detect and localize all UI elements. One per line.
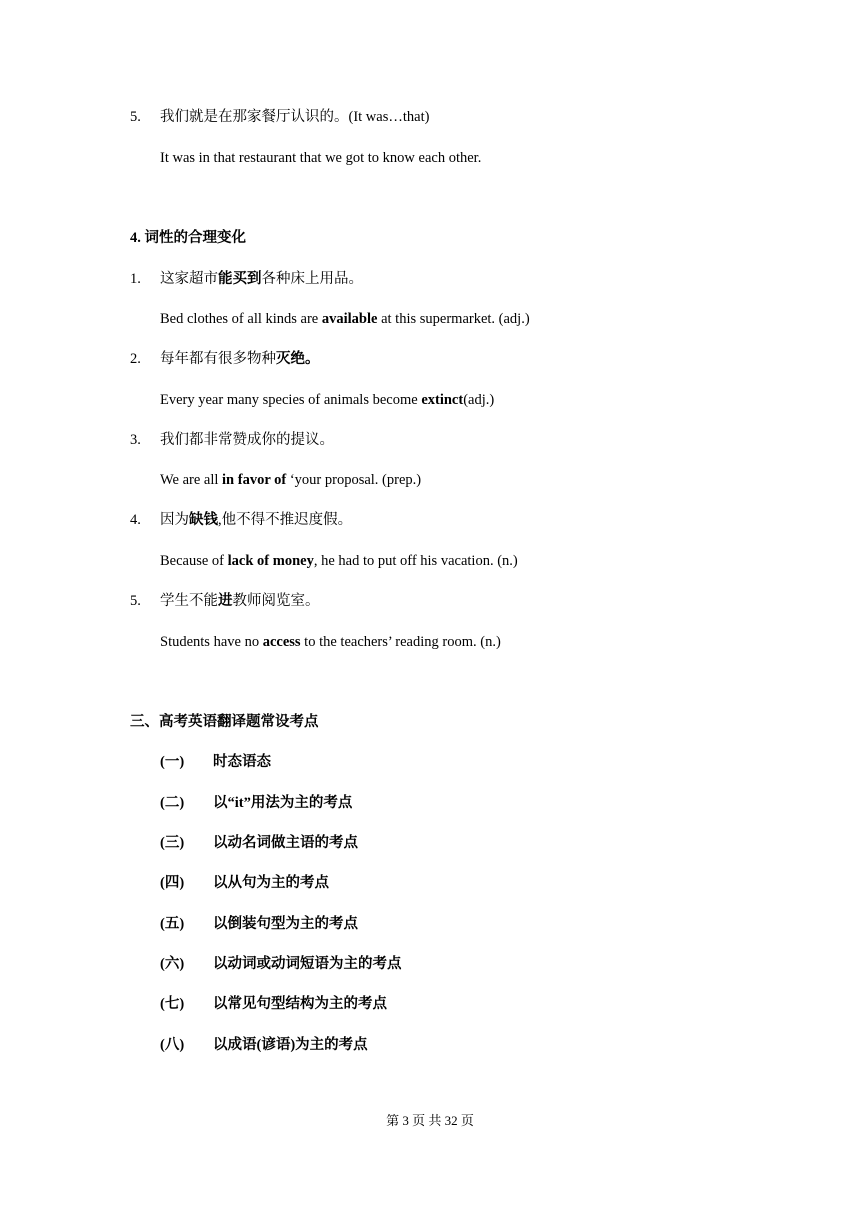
subsection-label: 以常见句型结构为主的考点	[213, 996, 387, 1012]
subsection-label: 以倒装句型为主的考点	[213, 916, 358, 932]
item-chinese: 学生不能进教师阅览室。	[160, 593, 320, 609]
subsection-number: (四)	[160, 875, 185, 891]
item-number: 1.	[130, 271, 141, 287]
subsection-label: 时态语态	[213, 754, 271, 770]
item-number: 3.	[130, 432, 141, 448]
item-number: 5.	[130, 593, 141, 609]
subsection-label: 以动词或动词短语为主的考点	[213, 956, 402, 972]
item-english: Bed clothes of all kinds are available at this supermarket. (adj.)	[160, 311, 530, 327]
subsection-number: (二)	[160, 795, 185, 811]
item-english: We are all in favor of ‘your proposal. (prep.)	[160, 472, 422, 488]
item-english: It was in that restaurant that we got to know each other.	[160, 150, 482, 166]
subsection-label: 以“it”用法为主的考点	[213, 795, 353, 811]
subsection-number: (五)	[160, 916, 185, 932]
subsection-number: (六)	[160, 956, 185, 972]
subsection-label: 以动名词做主语的考点	[213, 835, 358, 851]
item-number: 4.	[130, 512, 141, 528]
subsection-label: 以成语(谚语)为主的考点	[213, 1037, 368, 1053]
section-title: 4. 词性的合理变化	[130, 230, 246, 246]
item-chinese: 每年都有很多物种灭绝。	[160, 351, 320, 367]
item-chinese: 我们都非常赞成你的提议。	[160, 432, 334, 448]
subsection-number: (三)	[160, 835, 185, 851]
subsection-number: (八)	[160, 1037, 185, 1053]
item-chinese: 因为缺钱,他不得不推迟度假。	[160, 512, 353, 528]
item-chinese: 这家超市能买到各种床上用品。	[160, 271, 363, 287]
subsection-number: (七)	[160, 996, 185, 1012]
item-english: Students have no access to the teachers’ reading room. (n.)	[160, 634, 501, 650]
item-number: 5.	[130, 109, 141, 125]
section-heading: 三、高考英语翻译题常设考点	[130, 714, 319, 730]
item-english: Every year many species of animals become extinct(adj.)	[160, 392, 495, 408]
subsection-number: (一)	[160, 754, 185, 770]
item-chinese: 我们就是在那家餐厅认识的。(It was…that)	[160, 109, 430, 125]
item-english: Because of lack of money, he had to put off his vacation. (n.)	[160, 553, 518, 569]
item-number: 2.	[130, 351, 141, 367]
subsection-label: 以从句为主的考点	[213, 875, 329, 891]
page-footer: 第 3 页 共 32 页	[386, 1113, 474, 1128]
